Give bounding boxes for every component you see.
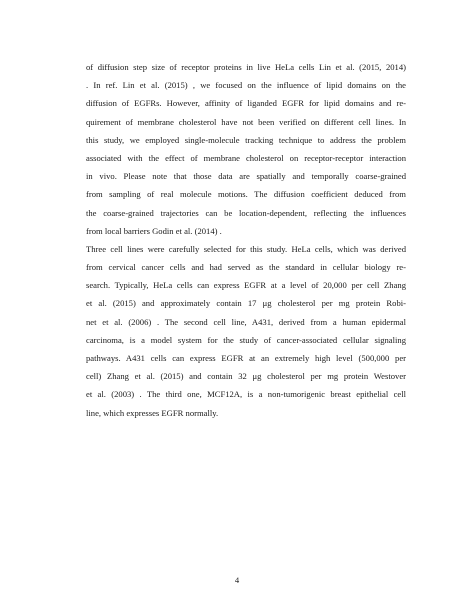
text-line: cell) Zhang et al. (2015) and contain 32 μg cholesterol per mg protein Westover xyxy=(86,371,406,382)
text-line: et al. (2003) . The third one, MCF12A, is a non-tumorigenic breast epithelial cell xyxy=(86,389,406,400)
text-line: et al. (2015) and approximately contain 17 μg cholesterol per mg protein Robi- xyxy=(86,298,406,309)
text-line: search. Typically, HeLa cells can express EGFR at a level of 20,000 per cell Zhang xyxy=(86,280,406,291)
body-text xyxy=(86,58,406,422)
text-line: . In ref. Lin et al. (2015) , we focused on the influence of lipid domains on the xyxy=(86,80,406,91)
text-line: Three cell lines were carefully selected for this study. HeLa cells, which was derived xyxy=(86,243,406,254)
text-line: pathways. A431 cells can express EGFR at an extremely high level (500,000 per xyxy=(86,353,406,363)
text-line: of diffusion step size of receptor proteins in live HeLa cells Lin et al. (2015, 2014) xyxy=(86,62,406,72)
text-line: associated with the effect of membrane cholesterol on receptor-receptor interaction xyxy=(86,152,406,163)
text-line: net et al. (2006) . The second cell line, A431, derived from a human epidermal xyxy=(86,316,406,327)
text-line: from local barriers Godin et al. (2014) . xyxy=(86,225,222,236)
text-line: from cervical cancer cells and had served as the standard in cellular biology re- xyxy=(86,262,406,273)
text-line: line, which expresses EGFR normally. xyxy=(86,407,219,418)
text-line: from sampling of real molecule motions. The diffusion coefficient deduced from xyxy=(86,189,406,200)
text-line: diffusion of EGFRs. However, affinity of liganded EGFR for lipid domains and re- xyxy=(86,98,406,109)
text-line: quirement of membrane cholesterol have not been verified on different cell lines. In xyxy=(86,116,406,127)
page-number: 4 xyxy=(234,575,240,585)
text-line: in vivo. Please note that those data are spatially and temporally coarse-grained xyxy=(86,171,406,182)
text-line: the coarse-grained trajectories can be location-dependent, reflecting the influences xyxy=(86,207,406,218)
text-line: this study, we employed single-molecule tracking technique to address the problem xyxy=(86,134,406,145)
text-line: carcinoma, is a model system for the study of cancer-associated cellular signaling xyxy=(86,334,406,345)
